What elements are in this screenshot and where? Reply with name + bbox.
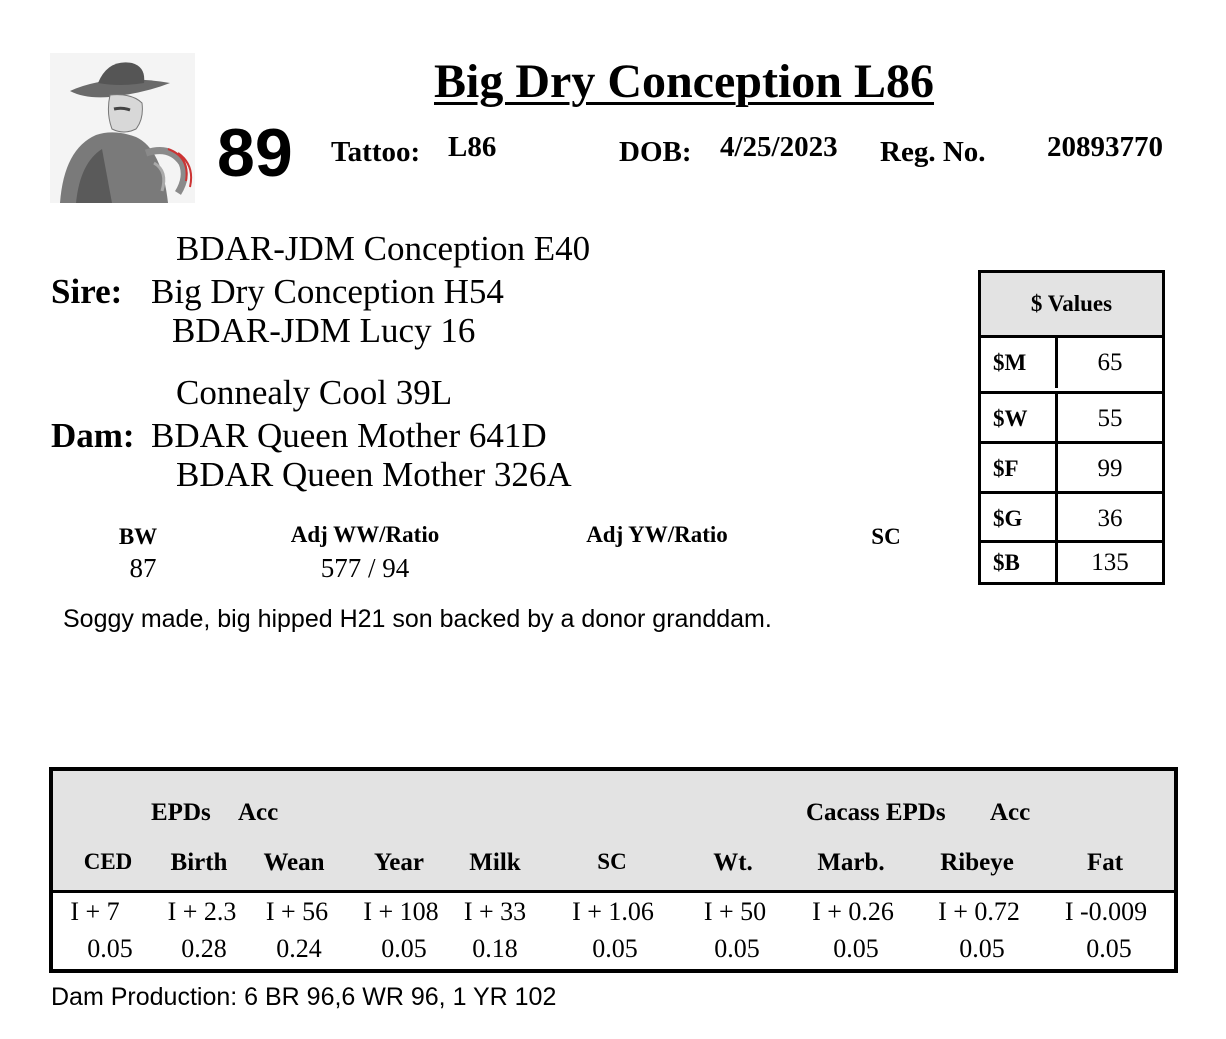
acc-value-ced: 0.05 [87,934,133,963]
epd-value-ribeye: I + 0.72 [938,897,1020,926]
perf-header-adj-ww: Adj WW/Ratio [290,522,440,547]
dollar-value-number: 55 [1097,405,1123,432]
reg-no-label: Reg. No. [880,136,986,168]
epd-value-ced: I + 7 [70,897,120,926]
perf-value-adj-ww: 577 / 94 [320,553,410,583]
acc-value-wt: 0.05 [714,934,760,963]
epd-value-sc: I + 1.06 [572,897,654,926]
epd-column-birth: Birth [170,849,228,876]
epd-column-marb: Marb. [817,849,885,876]
dam-sire-name: Connealy Cool 39L [176,373,453,412]
sire-sire-name: BDAR-JDM Conception E40 [176,229,591,268]
acc-value-birth: 0.28 [181,934,227,963]
dollar-value-row [981,394,1162,444]
sire-dam-name: BDAR-JDM Lucy 16 [172,311,476,350]
tattoo-label: Tattoo: [331,136,421,168]
acc-value-sc: 0.05 [592,934,638,963]
perf-header-adj-yw: Adj YW/Ratio [586,522,728,547]
epd-column-wean: Wean [263,849,325,876]
perf-value-bw: 87 [129,553,157,583]
dollar-value-label: $B [981,543,1058,582]
dollar-value-number: 135 [1091,548,1129,576]
perf-header-bw: BW [118,524,158,549]
epd-table [49,767,1178,973]
dollar-value-label: $F [981,444,1058,494]
dollar-value-number: 99 [1097,455,1123,482]
description-comment: Soggy made, big hipped H21 son backed by a donor granddam. [63,605,772,633]
dollar-value-row [981,543,1162,582]
dob-value: 4/25/2023 [720,131,838,163]
epd-column-milk: Milk [469,849,521,876]
sire-label: Sire: [51,272,123,311]
dollar-values-table [978,270,1165,585]
dollar-value-label: $G [981,494,1058,544]
epd-column-year: Year [374,849,424,876]
epd-column-ribeye: Ribeye [940,849,1014,876]
epd-column-sc: SC [597,849,627,874]
acc-value-milk: 0.18 [472,934,518,963]
acc-value-marb: 0.05 [833,934,879,963]
acc-value-fat: 0.05 [1086,934,1132,963]
dam-dam-name: BDAR Queen Mother 326A [176,455,572,494]
animal-name-title: Big Dry Conception L86 [434,55,935,108]
epd-value-wean: I + 56 [265,897,329,926]
acc-value-wean: 0.24 [276,934,322,963]
tattoo-value: L86 [448,131,497,163]
dob-label: DOB: [619,136,692,168]
dollar-values-title: $ Values [981,273,1162,338]
perf-header-sc: SC [871,524,901,549]
dam-production-note: Dam Production: 6 BR 96,6 WR 96, 1 YR 102 [51,983,557,1011]
lot-number: 89 [217,115,293,191]
epd-acc-label: Acc [238,799,279,826]
carcass-epd-group-label: Cacass EPDs [806,799,946,826]
epd-column-fat: Fat [1086,849,1124,876]
epd-column-wt: Wt. [713,849,753,876]
epd-value-birth: I + 2.3 [167,897,237,926]
epd-column-ced: CED [83,849,133,874]
dollar-value-number: 36 [1097,505,1123,532]
epd-group-label: EPDs [151,799,211,826]
carcass-acc-label: Acc [990,799,1031,826]
dollar-value-number: 65 [1097,349,1123,376]
dollar-value-row [981,444,1162,494]
sire-name: Big Dry Conception H54 [151,272,504,311]
reg-no-value: 20893770 [1047,131,1163,163]
dam-name: BDAR Queen Mother 641D [151,416,547,455]
epd-value-fat: I -0.009 [1064,897,1148,926]
epd-value-year: I + 108 [363,897,439,926]
dam-label: Dam: [51,416,135,455]
cowboy-logo-image [50,53,195,203]
dollar-value-row [981,494,1162,544]
epd-value-milk: I + 33 [463,897,527,926]
epd-table-header [53,771,1174,893]
dollar-value-label: $M [981,338,1058,388]
epd-value-marb: I + 0.26 [812,897,894,926]
epd-value-wt: I + 50 [703,897,767,926]
acc-value-ribeye: 0.05 [959,934,1005,963]
dollar-value-label: $W [981,394,1058,444]
dollar-value-row [981,338,1162,388]
acc-value-year: 0.05 [381,934,427,963]
